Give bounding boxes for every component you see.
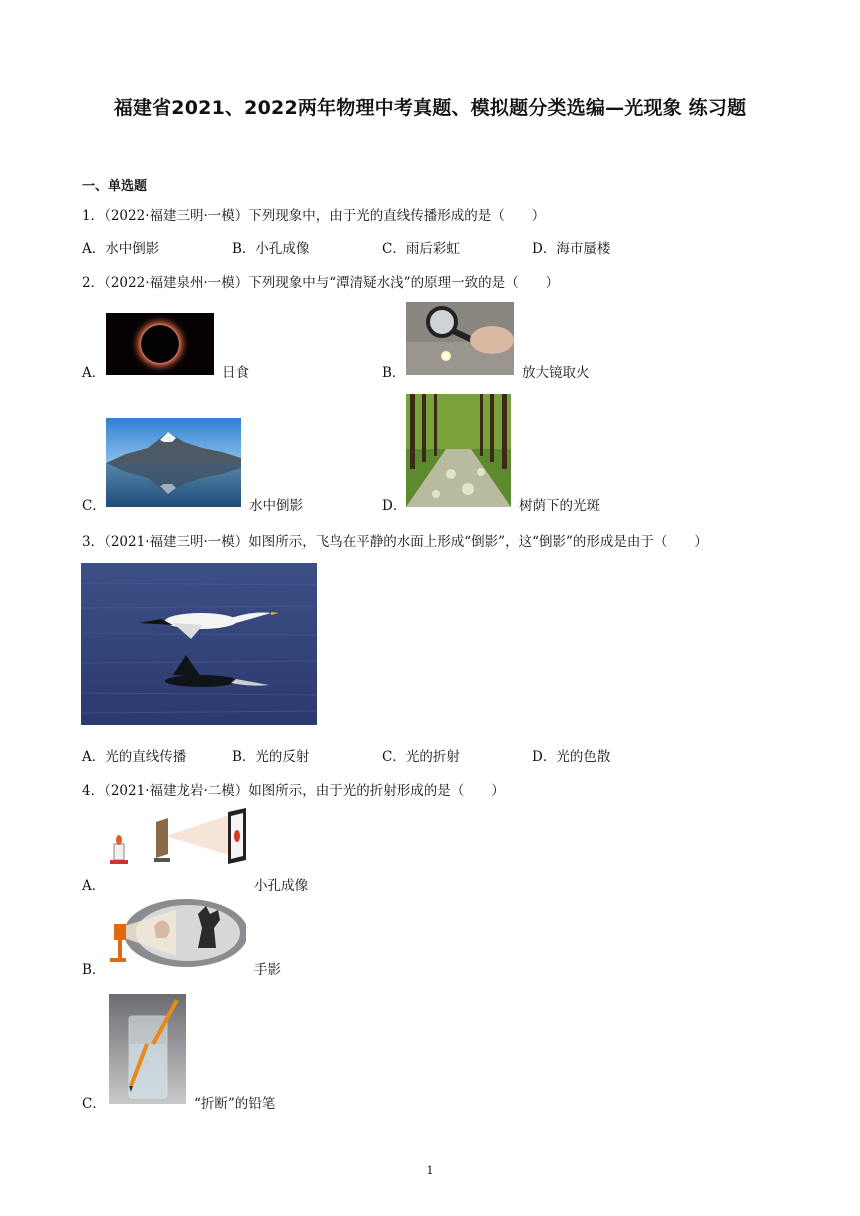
q2-option-b-caption: 放大镜取火 <box>522 365 590 381</box>
q4-option-b-caption: 手影 <box>254 962 281 978</box>
q4-option-b-letter: B． <box>82 962 106 978</box>
q2-option-d-letter: D． <box>382 498 407 514</box>
q2-option-c-letter: C． <box>82 498 106 514</box>
section-heading: 一、单选题 <box>82 179 148 194</box>
q4-option-c-caption: “折断”的铅笔 <box>194 1096 276 1112</box>
q3-option-b: B．光的反射 <box>232 749 310 765</box>
q1-option-a: A．水中倒影 <box>82 241 160 257</box>
tree-shade-icon <box>406 394 511 507</box>
pencil-in-water-icon <box>109 994 186 1104</box>
q3-option-c: C．光的折射 <box>382 749 460 765</box>
q4-option-a-letter: A． <box>82 878 106 894</box>
q4-option-c-letter: C． <box>82 1096 106 1112</box>
swan-reflection-icon <box>81 563 317 725</box>
q2-option-a-caption: 日食 <box>222 365 249 381</box>
q3-option-d: D．光的色散 <box>532 749 611 765</box>
q1-option-d: D．海市蜃楼 <box>532 241 611 257</box>
q3-option-a: A．光的直线传播 <box>82 749 187 765</box>
question-3-stem: 3．（2021·福建三明·一模）如图所示，飞鸟在平静的水面上形成“倒影”，这“倒影”的形成是由于（ ） <box>82 534 708 550</box>
pinhole-camera-icon <box>106 808 246 868</box>
question-1-stem: 1．（2022·福建三明·一模）下列现象中，由于光的直线传播形成的是（ ） <box>82 208 546 224</box>
q2-option-c-caption: 水中倒影 <box>249 498 303 514</box>
q2-option-b-letter: B． <box>382 365 406 381</box>
magnifier-fire-icon <box>406 302 514 375</box>
solar-eclipse-icon <box>106 313 214 375</box>
q1-option-c: C．雨后彩虹 <box>382 241 460 257</box>
q4-option-a-caption: 小孔成像 <box>254 878 308 894</box>
question-4-stem: 4．（2021·福建龙岩·二模）如图所示，由于光的折射形成的是（ ） <box>82 783 505 799</box>
hand-shadow-icon <box>106 898 246 968</box>
q2-option-d-caption: 树荫下的光斑 <box>519 498 600 514</box>
question-2-stem: 2．（2022·福建泉州·一模）下列现象中与“潭清疑水浅”的原理一致的是（ ） <box>82 275 560 291</box>
q2-option-a-letter: A． <box>82 365 106 381</box>
page-number: 1 <box>426 1164 434 1177</box>
mountain-reflection-icon <box>106 418 241 507</box>
page-title: 福建省2021、2022两年物理中考真题、模拟题分类选编—光现象 练习题 <box>113 97 747 119</box>
q1-option-b: B．小孔成像 <box>232 241 310 257</box>
